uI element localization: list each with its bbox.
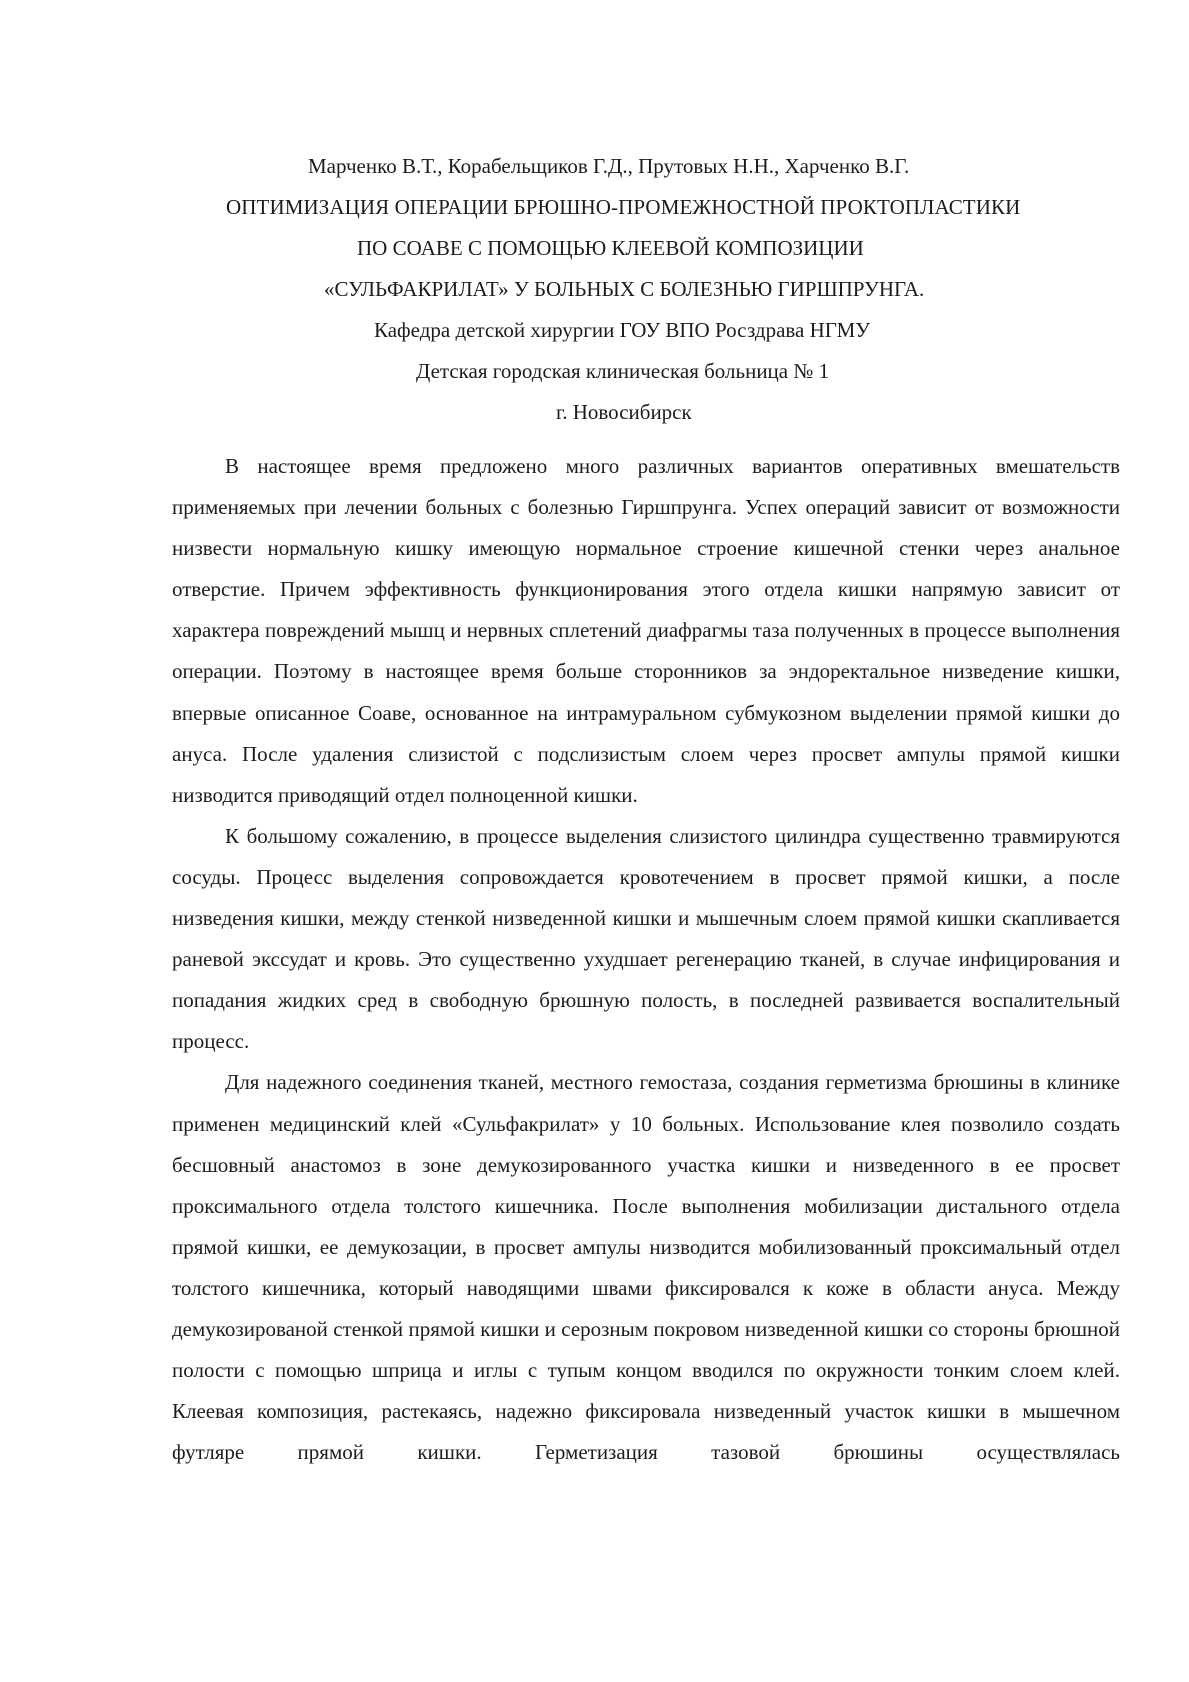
paragraph-1: В настоящее время предложено много различных вариантов оперативных вмешательств применяемых при лечении больных с болезнью Гиршпрунга. Успех операций зависит от возможности низвести нормальную кишку имеющую нормальное строение кишечной стенки через анальное отверстие. Причем эффективность функционирования этого отдела кишки напрямую зависит от характера повреждений мышц и нервных сплетений диафрагмы таза полученных в процессе выполнения операции. Поэтому в настоящее время больше сторонников за эндоректальное низведение кишки, впервые описанное Соаве, основанное на интрамуральном субмукозном выделении прямой кишки до ануса. После удаления слизистой с подслизистым слоем через просвет ампулы прямой кишки низводится приводящий отдел полноценной кишки. [172,454,1120,807]
document-header [160,146,1140,433]
paragraph-2: К большому сожалению, в процессе выделения слизистого цилиндра существенно травмируются сосуды. Процесс выделения сопровождается кровотечением в просвет прямой кишки, а после низведения кишки, между стенкой низведенной кишки и мышечным слоем прямой кишки скапливается раневой экссудат и кровь. Это существенно ухудшает регенерацию тканей, в случае инфицирования и попадания жидких сред в свободную брюшную полость, в последней развивается воспалительный процесс. [172,823,1120,1054]
city-line: г. Новосибирск [556,400,692,424]
hospital-line: Детская городская клиническая больница № 1 [416,359,830,383]
department-line: Кафедра детской хирургии ГОУ ВПО Росздрава НГМУ [374,318,871,342]
document-body [172,446,1120,1473]
title-line-2: ПО СОАВЕ С ПОМОЩЬЮ КЛЕЕВОЙ КОМПОЗИЦИИ [357,236,864,260]
title-line-1: ОПТИМИЗАЦИЯ ОПЕРАЦИИ БРЮШНО-ПРОМЕЖНОСТНОЙ ПРОКТОПЛАСТИКИ [226,195,1021,219]
authors-line: Марченко В.Т., Корабельщиков Г.Д., Прутовых Н.Н., Харченко В.Г. [308,154,910,178]
paragraph-3: Для надежного соединения тканей, местного гемостаза, создания герметизма брюшины в клинике применен медицинский клей «Сульфакрилат» у 10 больных. Использование клея позволило создать бесшовный анастомоз в зоне демукозированного участка кишки и низведенного в ее просвет проксимального отдела толстого кишечника. После выполнения мобилизации дистального отдела прямой кишки, ее демукозации, в просвет ампулы низводится мобилизованный проксимальный отдел толстого кишечника, который наводящими швами фиксировался к коже в области ануса. Между демукозированой стенкой прямой кишки и серозным покровом низведенной кишки со стороны брюшной полости с помощью шприца и иглы с тупым концом вводился по окружности тонким слоем клей. Клеевая композиция, растекаясь, надежно фиксировала низведенный участок кишки в мышечном футляре прямой кишки. Герметизация тазовой брюшины осуществлялась [172,1070,1120,1465]
title-line-3: «СУЛЬФАКРИЛАТ» У БОЛЬНЫХ С БОЛЕЗНЬЮ ГИРШПРУНГА. [324,277,925,301]
